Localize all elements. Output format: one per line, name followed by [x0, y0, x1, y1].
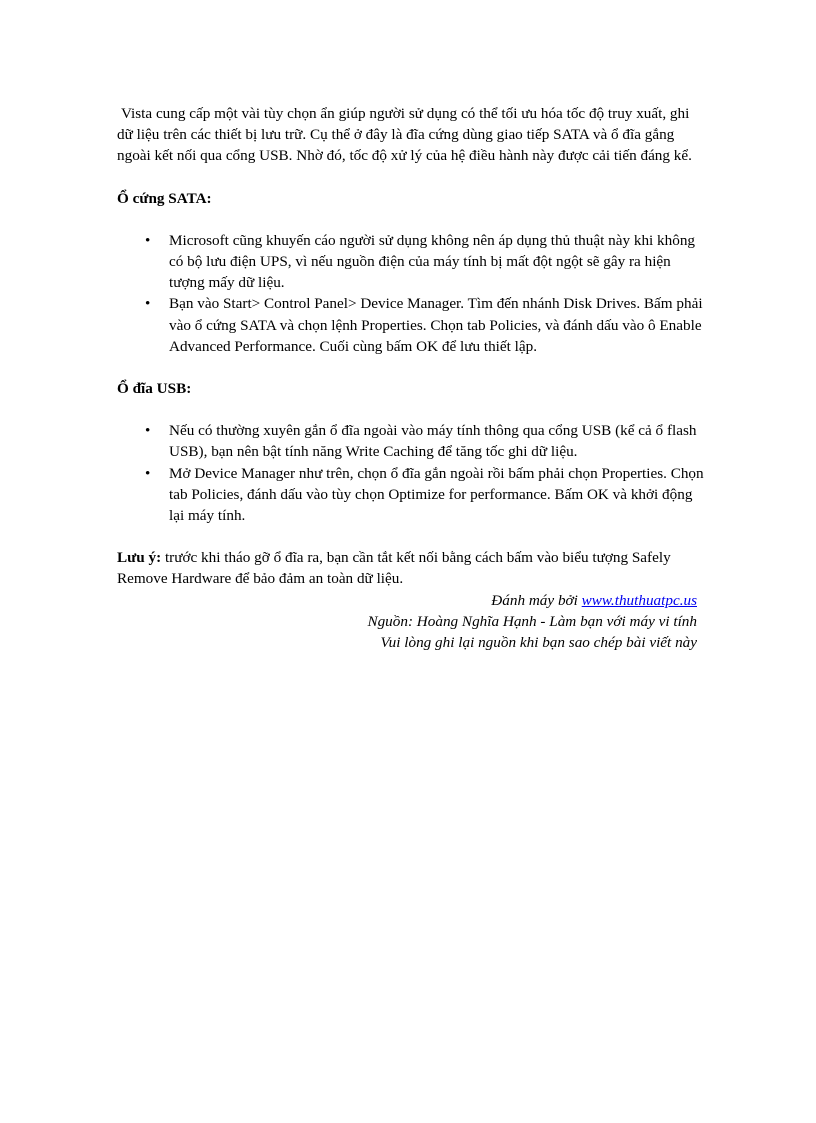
bullet-icon: • [145, 231, 151, 249]
list-item-text: Nếu có thường xuyên gắn ổ đĩa ngoài vào máy tính thông qua cổng USB (kể cả ổ flash USB), bạn nên bật tính năng Write Caching để tăng tốc ghi dữ liệu. [169, 422, 697, 461]
source-credit: Nguồn: Hoàng Nghĩa Hạnh - Làm bạn với máy vi tính [367, 612, 697, 630]
note-paragraph [117, 547, 707, 589]
intro-paragraph: Vista cung cấp một vài tùy chọn ẩn giúp người sử dụng có thể tối ưu hóa tốc độ truy xuất, ghi dữ liệu trên các thiết bị lưu trữ. Cụ thể ở đây là đĩa cứng dùng giao tiếp SATA và ổ đĩa gắng ngoài kết nối qua cổng USB. Nhờ đó, tốc độ xử lý của hệ điều hành này được cải tiến đáng kể. [117, 105, 692, 165]
list-item-text: Bạn vào Start> Control Panel> Device Manager. Tìm đến nhánh Disk Drives. Bấm phải vào ổ cứng SATA và chọn lệnh Properties. Chọn tab Policies, và đánh dấu vào ô Enable Advanced Performance. Cuối cùng bấm OK để lưu thiết lập. [169, 295, 703, 355]
list-item-text: Mở Device Manager như trên, chọn ổ đĩa gắn ngoài rồi bấm phải chọn Properties. Chọn tab Policies, đánh dấu vào tùy chọn Optimize for performance. Bấm OK và khởi động lại máy tính. [169, 464, 704, 525]
bullet-icon: • [145, 295, 151, 313]
source-website-link[interactable]: www.thuthuatpc.us [581, 591, 697, 609]
section-heading-sata: Ổ cứng SATA: [117, 189, 212, 207]
list-item-text: Microsoft cũng khuyến cáo người sử dụng không nên áp dụng thủ thuật này khi không có bộ lưu điện UPS, vì nếu nguồn điện của máy tính bị mất đột ngột sẽ gây ra hiện tượng mấy dữ liệu. [169, 231, 696, 292]
note-text: trước khi tháo gỡ ổ đĩa ra, bạn cần tắt kết nối bằng cách bấm vào biểu tượng Safely Remove Hardware để bảo đảm an toàn dữ liệu. [117, 549, 671, 588]
list-item [145, 230, 707, 294]
sata-bullet-list [117, 230, 707, 357]
list-item [145, 293, 707, 357]
copy-reminder: Vui lòng ghi lại nguồn khi bạn sao chép bài viết này [380, 634, 697, 652]
typed-by-credit [117, 590, 707, 611]
section-heading-usb: Ổ đĩa USB: [117, 380, 192, 398]
bullet-icon: • [145, 422, 151, 440]
usb-bullet-list [117, 420, 707, 526]
typed-by-prefix: Đánh máy bởi [491, 591, 582, 609]
document-page [117, 103, 707, 653]
list-item [145, 420, 707, 462]
bullet-icon: • [145, 464, 151, 482]
note-label: Lưu ý: [117, 549, 162, 567]
list-item [145, 463, 707, 527]
